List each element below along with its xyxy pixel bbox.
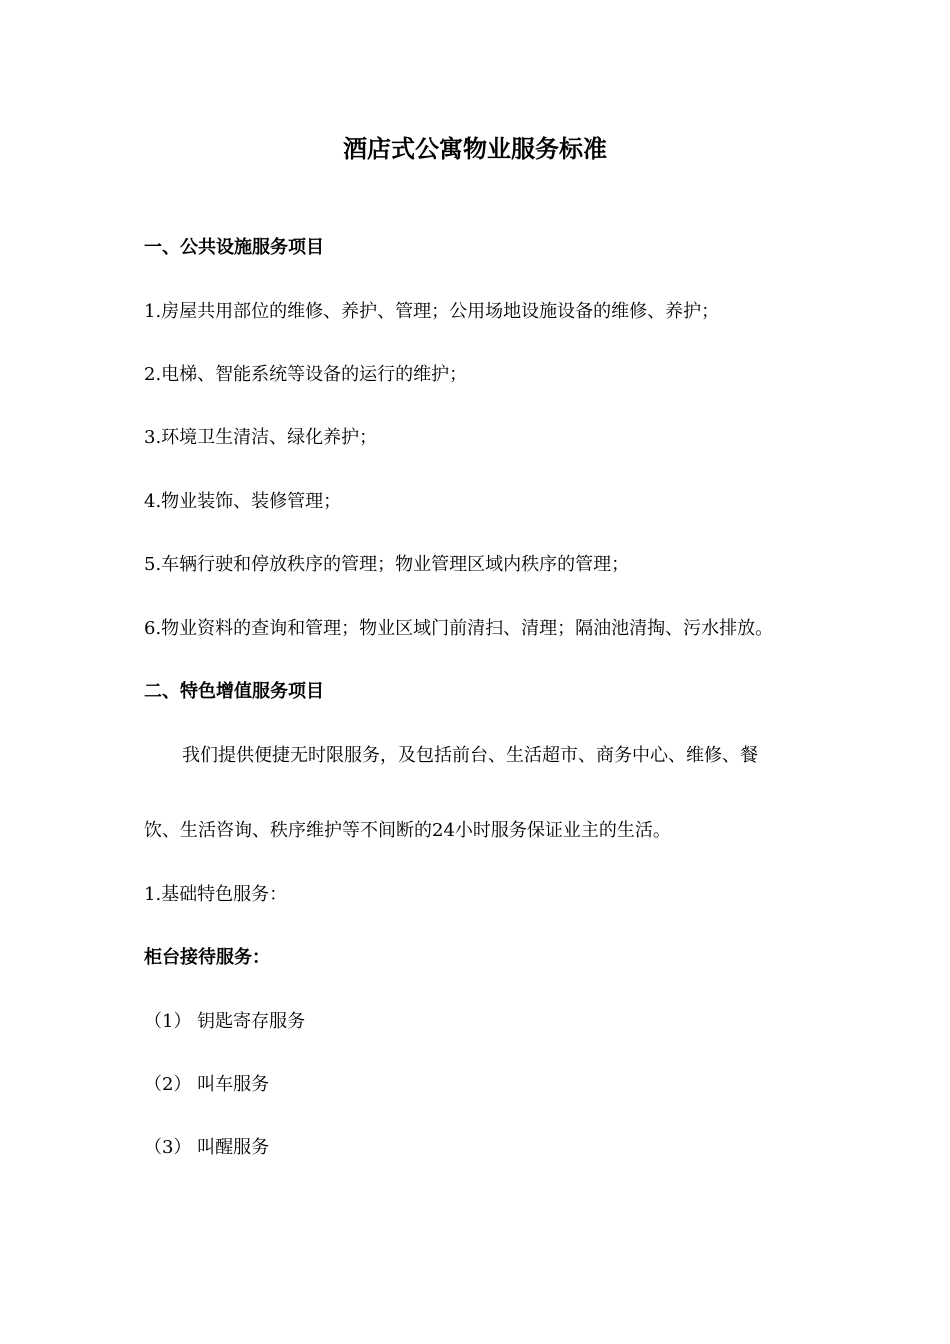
section-heading-public-facilities: 一、公共设施服务项目 bbox=[144, 237, 324, 258]
list-item: 3.环境卫生清洁、绿化养护； bbox=[144, 427, 378, 448]
service-item: （2） 叫车服务 bbox=[144, 1074, 270, 1095]
service-item: （1） 钥匙寄存服务 bbox=[144, 1011, 306, 1032]
list-item: 6.物业资料的查询和管理；物业区域门前清扫、清理；隔油池清掏、污水排放。 bbox=[144, 618, 774, 639]
list-item: 2.电梯、智能系统等设备的运行的维护； bbox=[144, 364, 468, 385]
document-title: 酒店式公寓物业服务标准 bbox=[343, 134, 607, 163]
sub-heading-basic-services: 1.基础特色服务： bbox=[144, 884, 288, 905]
service-item: （3） 叫醒服务 bbox=[144, 1137, 270, 1158]
counter-service-heading: 柜台接待服务： bbox=[144, 947, 270, 968]
section-heading-value-added: 二、特色增值服务项目 bbox=[144, 681, 324, 702]
paragraph-line: 我们提供便捷无时限服务，及包括前台、生活超市、商务中心、维修、餐 bbox=[182, 745, 758, 766]
list-item: 5.车辆行驶和停放秩序的管理；物业管理区域内秩序的管理； bbox=[144, 554, 630, 575]
list-item: 1.房屋共用部位的维修、养护、管理；公用场地设施设备的维修、养护； bbox=[144, 301, 720, 322]
list-item: 4.物业装饰、装修管理； bbox=[144, 491, 342, 512]
paragraph-line: 饮、生活咨询、秩序维护等不间断的24小时服务保证业主的生活。 bbox=[144, 820, 671, 841]
